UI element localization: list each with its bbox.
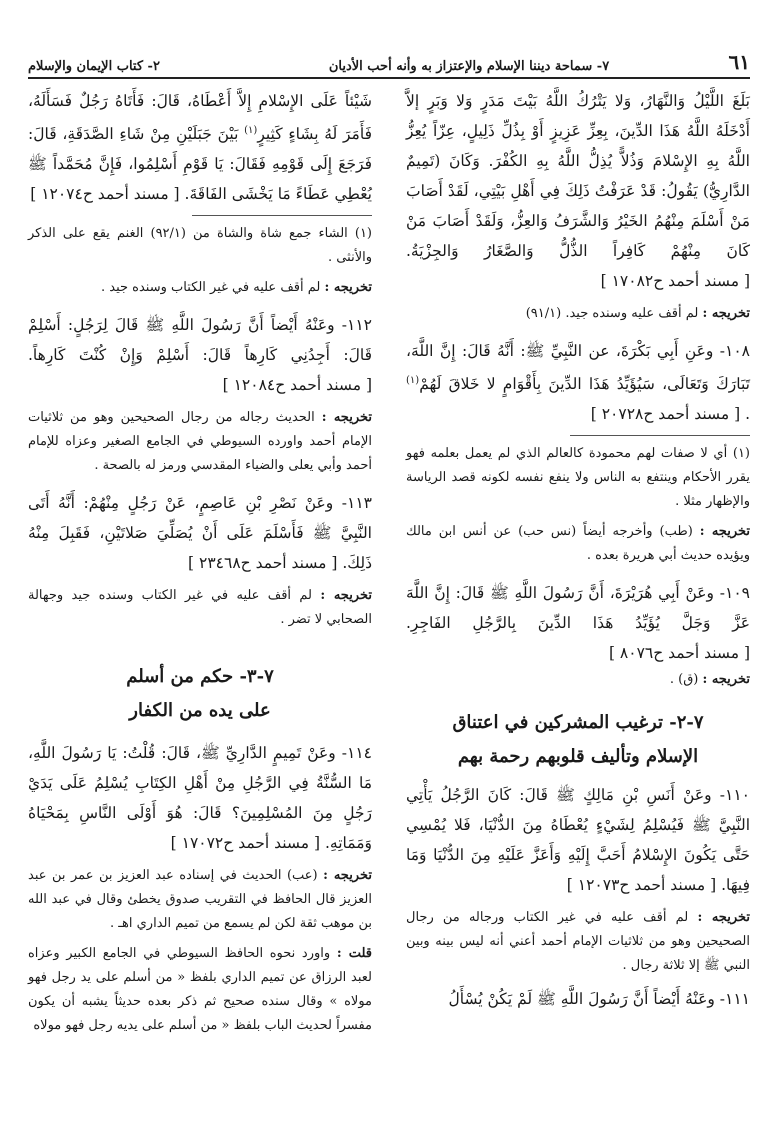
takhrij-block xyxy=(28,584,372,632)
section-title: على يده من الكفار xyxy=(129,700,271,722)
hadith-continuation xyxy=(406,86,750,296)
takhrij-text: (عب) الحديث في إسناده عبد العزيز بن عمر بن عبد العزيز قال الحافظ في التقريب صدوق يخطئ وقال في عبد الله بن موهب ثقة لكن لم يسمع من تميم الداري اهـ . xyxy=(28,868,372,932)
chapter-title: ٧- سماحة ديننا الإسلام والإعتزاز به وأنه أحب الأديان xyxy=(328,59,610,74)
hadith-text: بَلَغَ اللَّيْلُ وَالنَّهَارُ، وَلا يَتْرُكُ اللَّهُ بَيْتَ مَدَرٍ وَلا وَبَرٍ إلاَّ أَدْخَلَهُ اللَّهُ هَذَا الدِّينَ، بِعِزِّ عَزِيزٍ أَوْ بِذُلِّ ذَلِيلٍ، عِزّاً يُعِزُّ اللَّهُ بِهِ الإِسْلامَ وَذُلاًّ يُذِلُّ اللَّهُ بِهِ الكُفْرَ. وَكَانَ (تَمِيمٌ الدَّارِيُّ) يَقُولُ: قَدْ عَرَفْتُ ذَلِكَ فِي أَهْلِ بَيْتِي، لَقَدْ أَصَابَ مَنْ أَسْلَمَ مِنْهُمُ الخَيْرُ وَالشَّرَفُ وَالعِزُّ، وَلَقَدْ أَصَابَ مَنْ كَانَ مِنْهُمْ كَافِراً الذُّلُّ وَالصَّغَارُ وَالجِزْيَةُ. xyxy=(406,92,750,260)
hadith-reference: [ مسند أحمد ح٨٠٧٦ ] xyxy=(608,644,750,663)
takhrij-text: لم أقف عليه وسنده جيد. (٩١/١) xyxy=(525,306,699,321)
footnote-divider xyxy=(192,215,372,216)
takhrij-label: تخريجه : xyxy=(702,306,750,321)
left-column xyxy=(28,86,372,1038)
hadith-text: ١١٠- وعَنْ أَنَسِ بْنِ مَالِكٍ ﷺ قَالَ: كَانَ الرَّجُلُ يَأْتِي النَّبِيَّ ﷺ فَيُسْلِمُ لِشَيْءٍ يُعْطَاهُ مِنَ الدُّنْيَا، فَلا يُمْسِي حَتَّى يَكُونَ الإِسْلامُ أَحَبَّ إِلَيْهِ وَأَعَزَّ عَلَيْهِ مِنَ الدُّنْيَا وَمَا فِيهَا. xyxy=(406,786,750,895)
hadith-110 xyxy=(406,780,750,900)
takhrij-label: تخريجه : xyxy=(702,672,750,688)
right-column xyxy=(406,86,750,1014)
takhrij-text: لم أقف عليه في غير الكتاب ورجاله من رجال الصحيحين وهو من ثلاثيات الإمام أحمد أعني أنه ليس بينه وبين النبي ﷺ إلا ثلاثة رجال . xyxy=(406,910,750,974)
qult-label: قلت : xyxy=(336,946,372,962)
hadith-text: ١٠٨- وعَنِ أَبِي بَكْرَةَ، عن النَّبِيِّ ﷺ: أَنَّهُ قَالَ: إِنَّ اللَّهَ، تَبَارَكَ وَتَعَالَى، سَيُؤَيِّدُ هَذَا الدِّينَ بِأَقْوَامٍ لا خَلاقَ لَهُمْ xyxy=(406,342,750,394)
takhrij-label: تخريجه : xyxy=(699,524,750,540)
qult-text: واورد نحوه الحافظ السيوطي في الجامع الكبير وعزاه لعبد الرزاق عن تميم الداري بلفظ « من أسلم على يد رجل فهو مولاه » وقال سنده صحيح ثم ذكر بعده حديثاً يشبه أن يكون مفسراً لحديث الباب بلفظ « من أسلم على يديه رجل فهو مولاه xyxy=(28,946,372,1034)
hadith-reference: [ مسند أحمد ح١٢٠٧٤ ] xyxy=(30,185,180,204)
takhrij-block xyxy=(406,302,750,326)
book-title: ٢- كتاب الإيمان والإسلام xyxy=(28,59,160,74)
takhrij-text: الحديث رجاله من رجال الصحيحين وهو من ثلاثيات الإمام أحمد واورده السيوطي في الجامع الصغير وعزاه للإمام أحمد وأبي يعلى والضياء المقدسي ورمز له بالصحة . xyxy=(28,410,372,474)
hadith-text: ١١٣- وعَنْ نَصْرِ بْنِ عَاصِمٍ، عَنْ رَجُلٍ مِنْهُمْ: أَنَّهُ أَتَى النَّبِيَّ ﷺ فَأَسْلَمَ عَلَى أَنْ يُصَلِّيَ صَلاتَيْنِ، فَقَبِلَ مِنْهُ ذَلِكَ. xyxy=(28,494,372,573)
hadith-111: ١١١- وعَنْهُ أَيْضاً أَنَّ رَسُولَ اللَّهِ ﷺ لَمْ يَكُنْ يُسْأَلُ xyxy=(448,990,750,1009)
footnote: (١) الشاء جمع شاة والشاة من (٩٢/١) الغنم يقع على الذكر والأنثى . xyxy=(28,226,372,266)
takhrij-label: تخريجه : xyxy=(321,410,372,426)
page-header xyxy=(28,44,750,79)
hadith-114 xyxy=(28,738,372,858)
hadith-text: بَيْنَ جَبَلَيْنِ مِنْ شَاءِ الصَّدَقَةِ، قَالَ: فَرَجَعَ إِلَى قَوْمِهِ فَقَالَ: يَا قَوْمِ أَسْلِمُوا، فَإِنَّ مُحَمَّداً ﷺ يُعْطِي عَطَاءً مَا يَخْشَى الفَاقَةَ. xyxy=(28,125,372,204)
hadith-text: ١٠٩- وعَنْ أَبِي هُرَيْرَةَ، أَنَّ رَسُولَ اللَّهِ ﷺ قَالَ: إِنَّ اللَّهَ عَزَّ وَجَلَّ يُؤَيِّدُ هَذَا الدِّينَ بِالرَّجُلِ الفَاجِرِ. xyxy=(406,584,750,633)
hadith-108 xyxy=(406,336,750,429)
takhrij-text: (ق) . xyxy=(669,672,699,688)
hadith-reference: [ مسند أحمد ح١٢٠٨٤ ] xyxy=(222,376,372,395)
takhrij-text: لم أقف عليه في غير الكتاب وسنده جيد وجهالة الصحابي لا تضر . xyxy=(28,588,372,628)
takhrij-block xyxy=(406,668,750,692)
hadith-reference: . [ مسند أحمد ح٢٠٧٢٨ ] xyxy=(590,405,750,424)
hadith-text: ١١٢- وعَنْهُ أَيْضاً أَنَّ رَسُولَ اللَّهِ ﷺ قَالَ لِرَجُلٍ: أَسْلِمْ قَالَ: أَجِدُنِي كَارِهاً قَالَ: أَسْلِمْ وَإِنْ كُنْتَ كَارِهاً. xyxy=(28,316,372,365)
footnote-divider xyxy=(570,435,750,436)
takhrij-text: لم أقف عليه في غير الكتاب وسنده جيد . xyxy=(100,280,321,296)
hadith-continuation xyxy=(28,86,372,209)
takhrij-text: (طب) وأخرجه أيضاً (نس حب) عن أنس ابن مالك ويؤيده حديث أبي هريرة بعده . xyxy=(406,524,750,564)
takhrij-block xyxy=(406,906,750,978)
section-title: ٧-٢- ترغيب المشركين في اعتناق xyxy=(452,712,704,734)
hadith-reference: [ مسند أحمد ح٢٣٤٦٨ ] xyxy=(188,554,338,573)
takhrij-label: تخريجه : xyxy=(697,910,750,926)
hadith-reference: [ مسند أحمد ح١٢٠٧٣ ] xyxy=(566,876,717,895)
takhrij-block xyxy=(406,520,750,568)
qult-block xyxy=(28,942,372,1038)
hadith-text: ١١٤- وعَنْ تَمِيمٍ الدَّارِيِّ ﷺ، قَالَ: قُلْتُ: يَا رَسُولَ اللَّهِ، مَا السُّنَّةُ فِي الرَّجُلِ مِنْ أَهْلِ الكِتَابِ يُسْلِمُ عَلَى يَدَيْ رَجُلٍ مِنَ المُسْلِمِينَ؟ قَالَ: هُوَ أَوْلَى النَّاسِ بِمَحْيَاهُ وَمَمَاتِهِ. xyxy=(28,744,372,853)
hadith-109 xyxy=(406,578,750,668)
takhrij-block xyxy=(28,406,372,478)
takhrij-label: تخريجه : xyxy=(323,868,372,884)
hadith-text: شَيْئاً عَلَى الإِسْلامِ إِلاَّ أَعْطَاهُ، قَالَ: فَأَتَاهُ رَجُلٌ فَسَأَلَهُ، فَأَمَرَ لَهُ بِشَاءٍ كَثِيرٍ xyxy=(28,92,372,144)
takhrij-block xyxy=(28,276,372,300)
takhrij-label: تخريجه : xyxy=(324,280,372,296)
hadith-112 xyxy=(28,310,372,400)
takhrij-label: تخريجه : xyxy=(320,588,372,604)
hadith-reference: [ مسند أحمد ح١٧٠٨٢ ] xyxy=(600,272,750,290)
hadith-reference: [ مسند أحمد ح١٧٠٧٢ ] xyxy=(170,834,321,853)
section-title: الإسلام وتأليف قلوبهم رحمة بهم xyxy=(457,746,699,768)
footnote: (١) أي لا صفات لهم محمودة كالعالم الذي لم يعمل بعلمه فهو يقرر الأحكام وينتفع به الناس ولا ينفع نفسه لكونه قصد الرياسة والإظهار مثلا . xyxy=(406,446,750,510)
footnote-marker: (١) xyxy=(244,125,258,136)
footnote-marker: (١) xyxy=(406,375,420,386)
page-number: ٦١ xyxy=(728,50,750,74)
takhrij-block xyxy=(28,864,372,936)
hadith-113 xyxy=(28,488,372,578)
section-title: ٧-٣- حكم من أسلم xyxy=(126,666,274,688)
